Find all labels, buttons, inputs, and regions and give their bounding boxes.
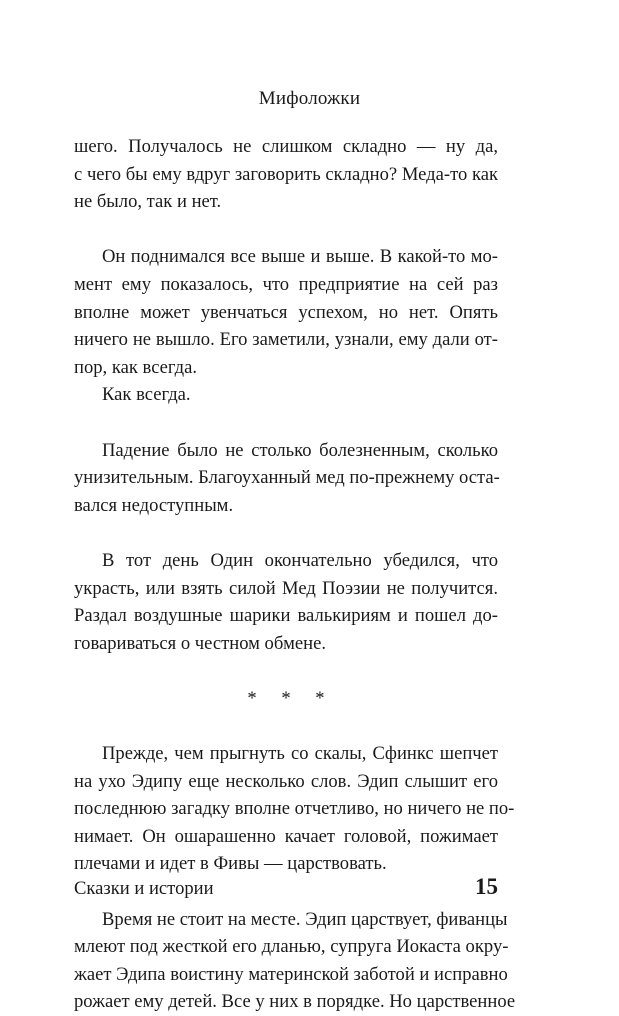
section-separator: * * * (247, 687, 335, 709)
text-line: Время не стоит на месте. Эдип царствует, фиванцы (102, 908, 508, 930)
text-line: нимает. Он ошарашенно качает головой, пожимает (74, 825, 498, 847)
text-line: плечами и идет в Фивы — царствовать. (74, 853, 387, 875)
running-head-title: Мифоложки (258, 88, 361, 109)
text-line: украсть, или взять силой Мед Поэзии не получится. (74, 577, 498, 599)
text-line: мент ему показалось, что предприятие на сей раз (74, 273, 498, 295)
text-line: пор, как всегда. (74, 356, 197, 378)
text-line: вполне может увенчаться успехом, но нет. Опять (74, 301, 498, 323)
text-line: Раздал воздушные шарики валькириям и пошел до- (74, 605, 498, 627)
text-line: с чего бы ему вдруг заговорить складно? Меда-то как (74, 163, 498, 185)
text-line: ничего не вышло. Его заметили, узнали, ему дали от- (74, 329, 498, 351)
text-line: говариваться о честном обмене. (74, 632, 327, 654)
text-line: рожает ему детей. Все у них в порядке. Но царственное (74, 991, 516, 1013)
page-number: 15 (475, 874, 498, 899)
text-line: В тот день Один окончательно убедился, что (102, 549, 498, 571)
text-line: вался недоступным. (74, 494, 234, 516)
text-line: на ухо Эдипу еще несколько слов. Эдип слышит его (74, 770, 498, 792)
text-line: последнюю загадку вполне отчетливо, но ничего не по- (74, 798, 515, 820)
text-line: млеют под жесткой его дланью, супруга Иокаста окру- (74, 936, 509, 958)
text-line: Прежде, чем прыгнуть со скалы, Сфинкс шепчет (102, 743, 498, 765)
text-line: Он поднимался все выше и выше. В какой-то мо- (102, 246, 498, 268)
text-line: шего. Получалось не слишком складно — ну да, (74, 136, 498, 157)
text-line: Падение было не столько болезненным, сколько (102, 439, 498, 461)
text-line: жает Эдипа воистину материнской заботой и исправно (74, 963, 508, 985)
footer-section-title: Сказки и истории (74, 878, 214, 899)
text-line: Как всегда. (102, 384, 191, 406)
text-line: не было, так и нет. (74, 191, 222, 213)
text-line: унизительным. Благоуханный мед по-прежнему оста- (74, 467, 500, 489)
